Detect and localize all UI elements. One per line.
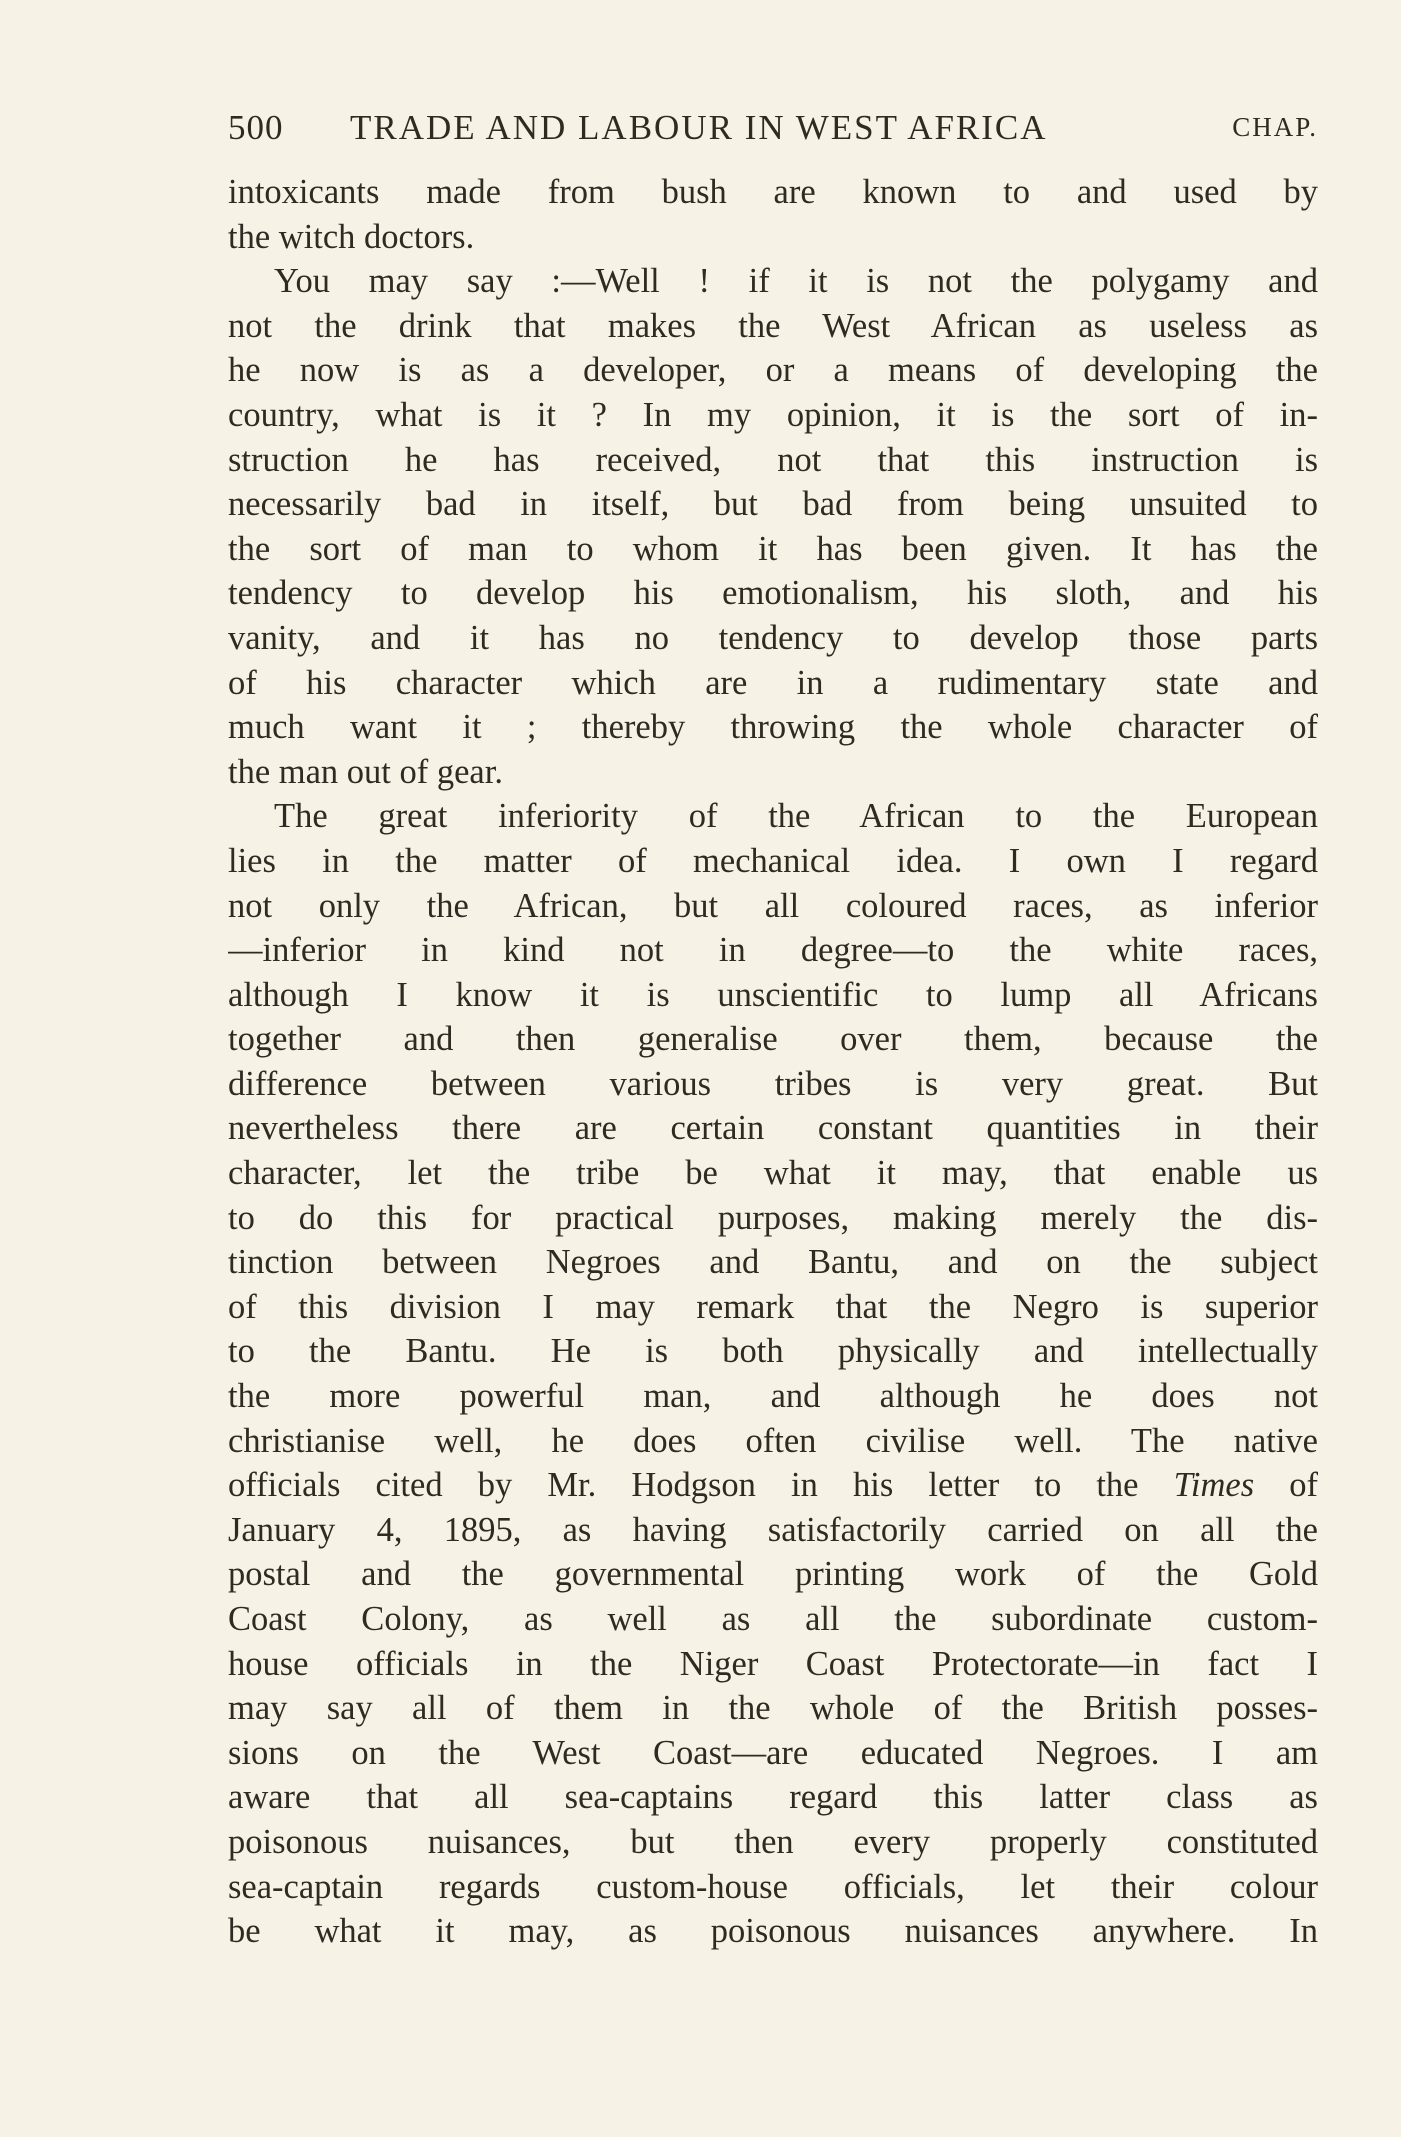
page-number: 500 xyxy=(228,108,284,147)
text-line: postal and the governmental printing work of the Gold xyxy=(228,1555,1318,1594)
text-line: country, what is it ? In my opinion, it is the sort of in- xyxy=(228,395,1318,434)
text-line-with-italic xyxy=(228,1463,1318,1508)
body-text xyxy=(228,170,1318,1954)
text-line: necessarily bad in itself, but bad from being unsuited to xyxy=(228,485,1318,524)
text-line: aware that all sea-captains regard this latter class as xyxy=(228,1778,1318,1817)
text-line: may say all of them in the whole of the British posses- xyxy=(228,1689,1318,1728)
running-header xyxy=(228,108,1318,152)
text-line: house officials in the Niger Coast Protectorate—in fact I xyxy=(228,1644,1318,1683)
text-line: the man out of gear. xyxy=(228,752,503,791)
text-line: difference between various tribes is very great. But xyxy=(228,1064,1318,1103)
text-line: intoxicants made from bush are known to and used by xyxy=(228,173,1318,211)
text-line: nevertheless there are certain constant quantities in their xyxy=(228,1109,1318,1148)
text-line: the witch doctors. xyxy=(228,217,475,256)
text-line: You may say :—Well ! if it is not the polygamy and xyxy=(274,262,1318,301)
text-line: be what it may, as poisonous nuisances anywhere. In xyxy=(228,1912,1318,1951)
text-line: vanity, and it has no tendency to develop those parts xyxy=(228,618,1318,657)
text-line: poisonous nuisances, but then every properly constituted xyxy=(228,1822,1318,1861)
text-line: sea-captain regards custom-house officials, let their colour xyxy=(228,1867,1318,1906)
text-line: christianise well, he does often civilise well. The native xyxy=(228,1421,1318,1460)
text-line: the sort of man to whom it has been given. It has the xyxy=(228,529,1318,568)
text-line: The great inferiority of the African to the European xyxy=(274,797,1318,836)
text-after-italic: of xyxy=(1254,1466,1318,1505)
running-title: TRADE AND LABOUR IN WEST AFRICA xyxy=(350,108,1048,147)
text-line: much want it ; thereby throwing the whole character of xyxy=(228,708,1318,747)
text-line: lies in the matter of mechanical idea. I own I regard xyxy=(228,841,1318,880)
text-line: he now is as a developer, or a means of developing the xyxy=(228,351,1318,390)
text-line: sions on the West Coast—are educated Negroes. I am xyxy=(228,1733,1318,1772)
text-before-italic: officials cited by Mr. Hodgson in his letter to the xyxy=(228,1466,1174,1505)
text-line: of this division I may remark that the Negro is superior xyxy=(228,1287,1318,1326)
newspaper-title-times: Times xyxy=(1173,1466,1255,1505)
text-line: struction he has received, not that this instruction is xyxy=(228,440,1318,479)
text-line: tinction between Negroes and Bantu, and on the subject xyxy=(228,1243,1318,1282)
text-line: not the drink that makes the West African as useless as xyxy=(228,306,1318,345)
text-line: the more powerful man, and although he does not xyxy=(228,1377,1318,1416)
text-line: to do this for practical purposes, making merely the dis- xyxy=(228,1198,1318,1237)
chapter-label: CHAP. xyxy=(1232,112,1318,142)
text-line: character, let the tribe be what it may, that enable us xyxy=(228,1154,1318,1193)
text-line: although I know it is unscientific to lump all Africans xyxy=(228,975,1318,1014)
text-line: Coast Colony, as well as all the subordinate custom- xyxy=(228,1600,1318,1638)
text-line: tendency to develop his emotionalism, his sloth, and his xyxy=(228,574,1318,613)
text-line: together and then generalise over them, because the xyxy=(228,1020,1318,1059)
text-line: of his character which are in a rudimentary state and xyxy=(228,663,1318,702)
text-line: to the Bantu. He is both physically and intellectually xyxy=(228,1332,1318,1371)
text-line: —inferior in kind not in degree—to the white races, xyxy=(228,931,1318,970)
text-line: January 4, 1895, as having satisfactorily carried on all the xyxy=(228,1510,1318,1549)
text-line: not only the African, but all coloured races, as inferior xyxy=(228,886,1318,925)
